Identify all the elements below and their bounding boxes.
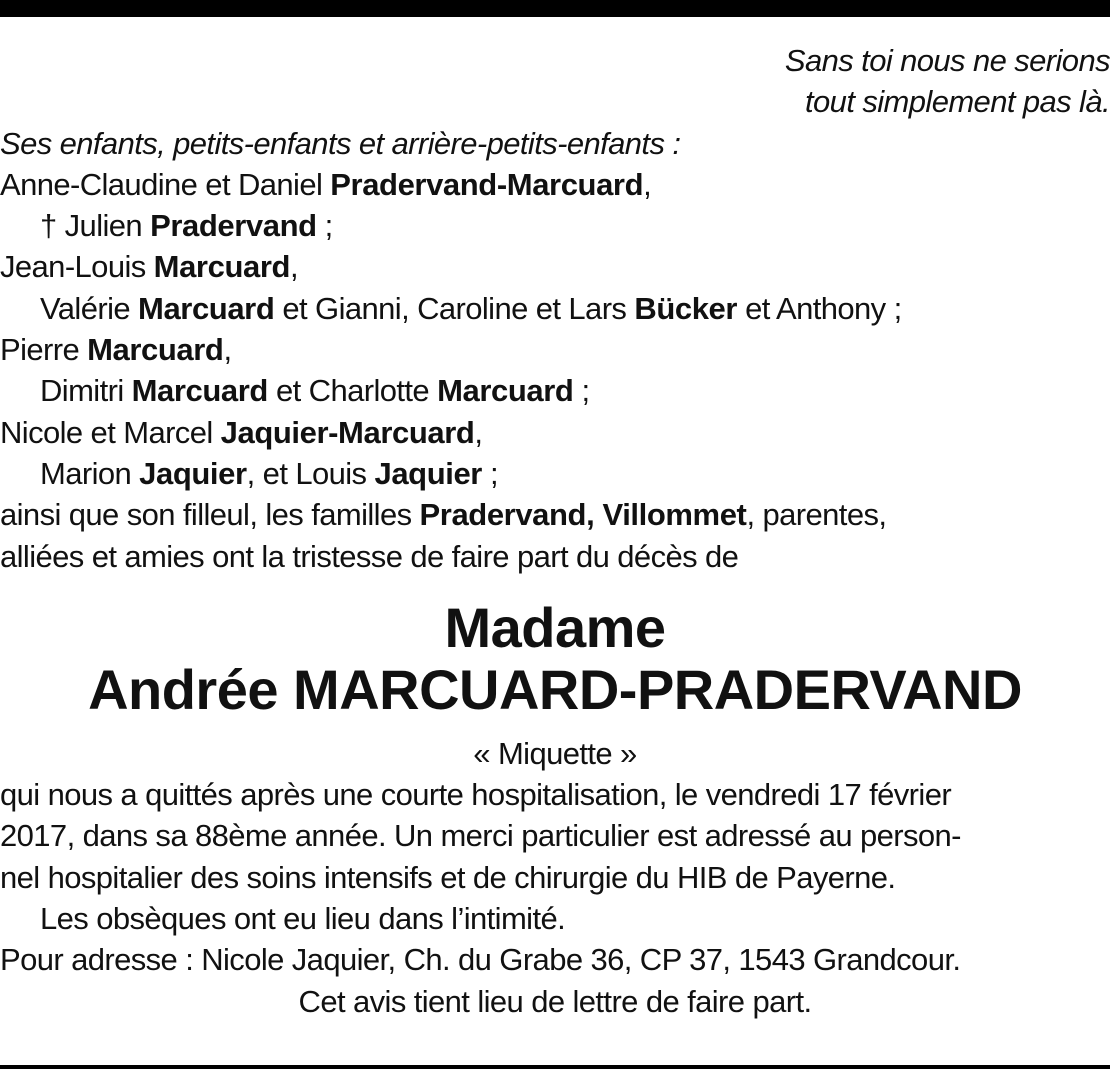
bottom-rule [0,1065,1110,1069]
family-line: Anne-Claudine et Daniel Pradervand-Marcuard, [0,166,652,202]
top-rule [0,0,1110,17]
epigraph-line-1: Sans toi nous ne serions [784,43,1110,78]
closing-line: Cet avis tient lieu de lettre de faire part. [298,983,812,1019]
body-line: 2017, dans sa 88ème année. Un merci particulier est adressé au person- [0,818,961,854]
family-line: Valérie Marcuard et Gianni, Caroline et Lars Bücker et Anthony ; [40,290,902,326]
address-line: Pour adresse : Nicole Jaquier, Ch. du Grabe 36, CP 37, 1543 Grandcour. [0,942,961,978]
family-line: Jean-Louis Marcuard, [0,249,299,285]
announcement-line-1: ainsi que son filleul, les familles Pradervand, Villommet, parentes, [0,497,887,533]
announcement-line-2: alliées et amies ont la tristesse de faire part du décès de [0,538,739,574]
family-intro: Ses enfants, petits-enfants et arrière-petits-enfants : [0,125,681,161]
epigraph-line-2: tout simplement pas là. [805,84,1110,120]
funeral-line: Les obsèques ont eu lieu dans l’intimité. [40,901,566,937]
family-line: Marion Jaquier, et Louis Jaquier ; [40,455,498,491]
deceased-name: Andrée MARCUARD-PRADERVAND [88,657,1022,721]
family-line: † Julien Pradervand ; [40,208,333,244]
family-line: Pierre Marcuard, [0,332,232,368]
deceased-nickname: « Miquette » [473,735,637,771]
family-line: Nicole et Marcel Jaquier-Marcuard, [0,414,483,450]
body-line: qui nous a quittés après une courte hospitalisation, le vendredi 17 février [0,777,952,813]
death-notice [0,40,1110,1022]
family-line: Dimitri Marcuard et Charlotte Marcuard ; [40,373,590,409]
body-line: nel hospitalier des soins intensifs et de chirurgie du HIB de Payerne. [0,859,896,895]
deceased-title: Madame [444,595,666,659]
